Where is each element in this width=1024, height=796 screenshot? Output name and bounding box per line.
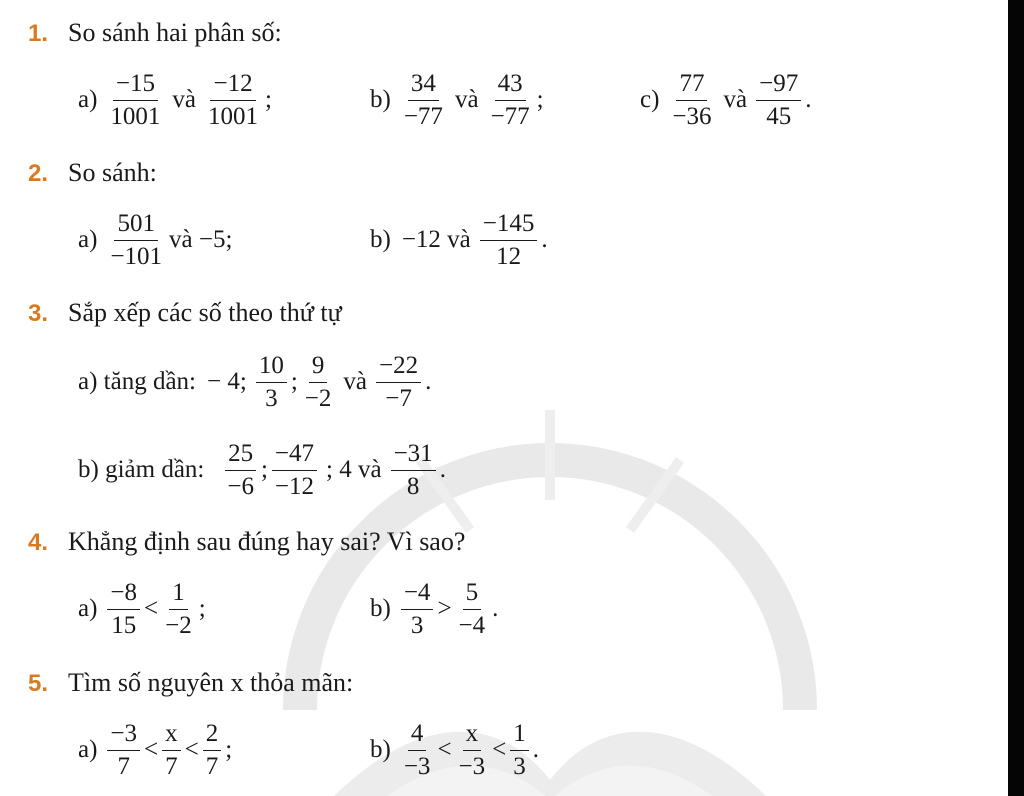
fraction: $\frac{2}{7}$	[203, 720, 222, 780]
fraction: $\frac{-3}{7}$	[107, 720, 140, 780]
fraction: $\frac{10}{3}$	[256, 352, 287, 412]
fraction: $\frac{77}{-36}$	[672, 70, 712, 130]
q4-number: 4.	[28, 529, 49, 556]
fraction: $\frac{-47}{-12}$	[272, 440, 317, 500]
conjunction: và	[723, 86, 748, 113]
q3-part-a: a) tăng dần: − 4; $\frac{10}{3}$ ; $\frac{9}{-2}$ và $\frac{-22}{-7}$ .	[78, 352, 432, 412]
conjunction: và	[454, 86, 479, 113]
q4-part-b: b) $\frac{-4}{3}$ > $\frac{5}{-4}$ .	[370, 579, 499, 639]
fraction: $\frac{5}{-4}$	[458, 579, 486, 639]
part-label: b)	[370, 226, 391, 253]
q4-title: Khẳng định sau đúng hay sai? Vì sao?	[68, 527, 466, 556]
fraction: $\frac{34}{-77}$	[403, 70, 443, 130]
q5-heading	[28, 668, 353, 698]
q2-number: 2.	[28, 160, 49, 187]
fraction: $\frac{1}{-2}$	[165, 579, 192, 639]
screen-edge	[1008, 0, 1024, 796]
q4-part-a: a) $\frac{-8}{15}$ < $\frac{1}{-2}$ ;	[78, 579, 206, 639]
part-label: b)	[370, 595, 391, 622]
q1-part-c: c) $\frac{77}{-36}$ và $\frac{-97}{45}$ .	[640, 70, 812, 130]
q3-part-b: b) giảm dần: $\frac{25}{-6}$ ; $\frac{-47}{-12}$ ; 4 và $\frac{-31}{8}$ .	[78, 440, 446, 500]
conjunction: và	[343, 368, 367, 395]
q2-heading	[28, 158, 157, 188]
fraction: $\frac{43}{-77}$	[490, 70, 530, 130]
q1-part-a: a) $\frac{-15}{1001}$ và $\frac{-12}{1001}$ ;	[78, 70, 272, 130]
fraction: $\frac{25}{-6}$	[224, 440, 257, 500]
fraction: $\frac{9}{-2}$	[304, 352, 332, 412]
q3-heading	[28, 298, 342, 328]
part-label: b)	[370, 736, 391, 763]
part-label: a) tăng dần:	[78, 368, 197, 395]
part-label: a)	[78, 736, 98, 763]
fraction: $\frac{x}{7}$	[162, 720, 181, 780]
q2-title: So sánh:	[68, 158, 157, 187]
part-label: a)	[78, 226, 98, 253]
fraction: $\frac{-97}{45}$	[756, 70, 801, 130]
q3-title: Sắp xếp các số theo thứ tự	[68, 298, 342, 327]
fraction: $\frac{-31}{8}$	[391, 440, 436, 500]
q1-part-b: b) $\frac{34}{-77}$ và $\frac{43}{-77}$ ;	[370, 70, 544, 130]
fraction: $\frac{501}{-101}$	[110, 210, 163, 270]
q1-number: 1.	[28, 20, 49, 47]
fraction: $\frac{4}{-3}$	[403, 720, 431, 780]
q1-title: So sánh hai phân số:	[68, 18, 282, 47]
fraction: $\frac{-4}{3}$	[401, 579, 434, 639]
q4-heading	[28, 527, 465, 557]
part-label: b)	[370, 86, 391, 113]
part-label: a)	[78, 86, 98, 113]
fraction: $\frac{-15}{1001}$	[110, 70, 161, 130]
q5-part-b: b) $\frac{4}{-3}$ < $\frac{x}{-3}$ < $\frac{1}{3}$ .	[370, 720, 540, 780]
q2-part-b: b) −12 và $\frac{-145}{12}$ .	[370, 210, 548, 270]
q2-part-a: a) $\frac{501}{-101}$ và −5;	[78, 210, 233, 270]
fraction: $\frac{-145}{12}$	[480, 210, 538, 270]
part-label: a)	[78, 595, 98, 622]
fraction: $\frac{x}{-3}$	[458, 720, 486, 780]
fraction: $\frac{-12}{1001}$	[208, 70, 259, 130]
fraction: $\frac{-22}{-7}$	[376, 352, 421, 412]
fraction: $\frac{-8}{15}$	[107, 579, 140, 639]
q1-heading	[28, 18, 282, 48]
fraction: $\frac{1}{3}$	[510, 720, 529, 780]
part-label: b) giảm dần:	[78, 456, 205, 483]
conjunction: và	[172, 86, 197, 113]
q5-title: Tìm số nguyên x thỏa mãn:	[68, 668, 354, 697]
part-label: c)	[640, 86, 660, 113]
q5-part-a: a) $\frac{-3}{7}$ < $\frac{x}{7}$ < $\frac{2}{7}$ ;	[78, 720, 233, 780]
q5-number: 5.	[28, 670, 49, 697]
q3-number: 3.	[28, 300, 49, 327]
